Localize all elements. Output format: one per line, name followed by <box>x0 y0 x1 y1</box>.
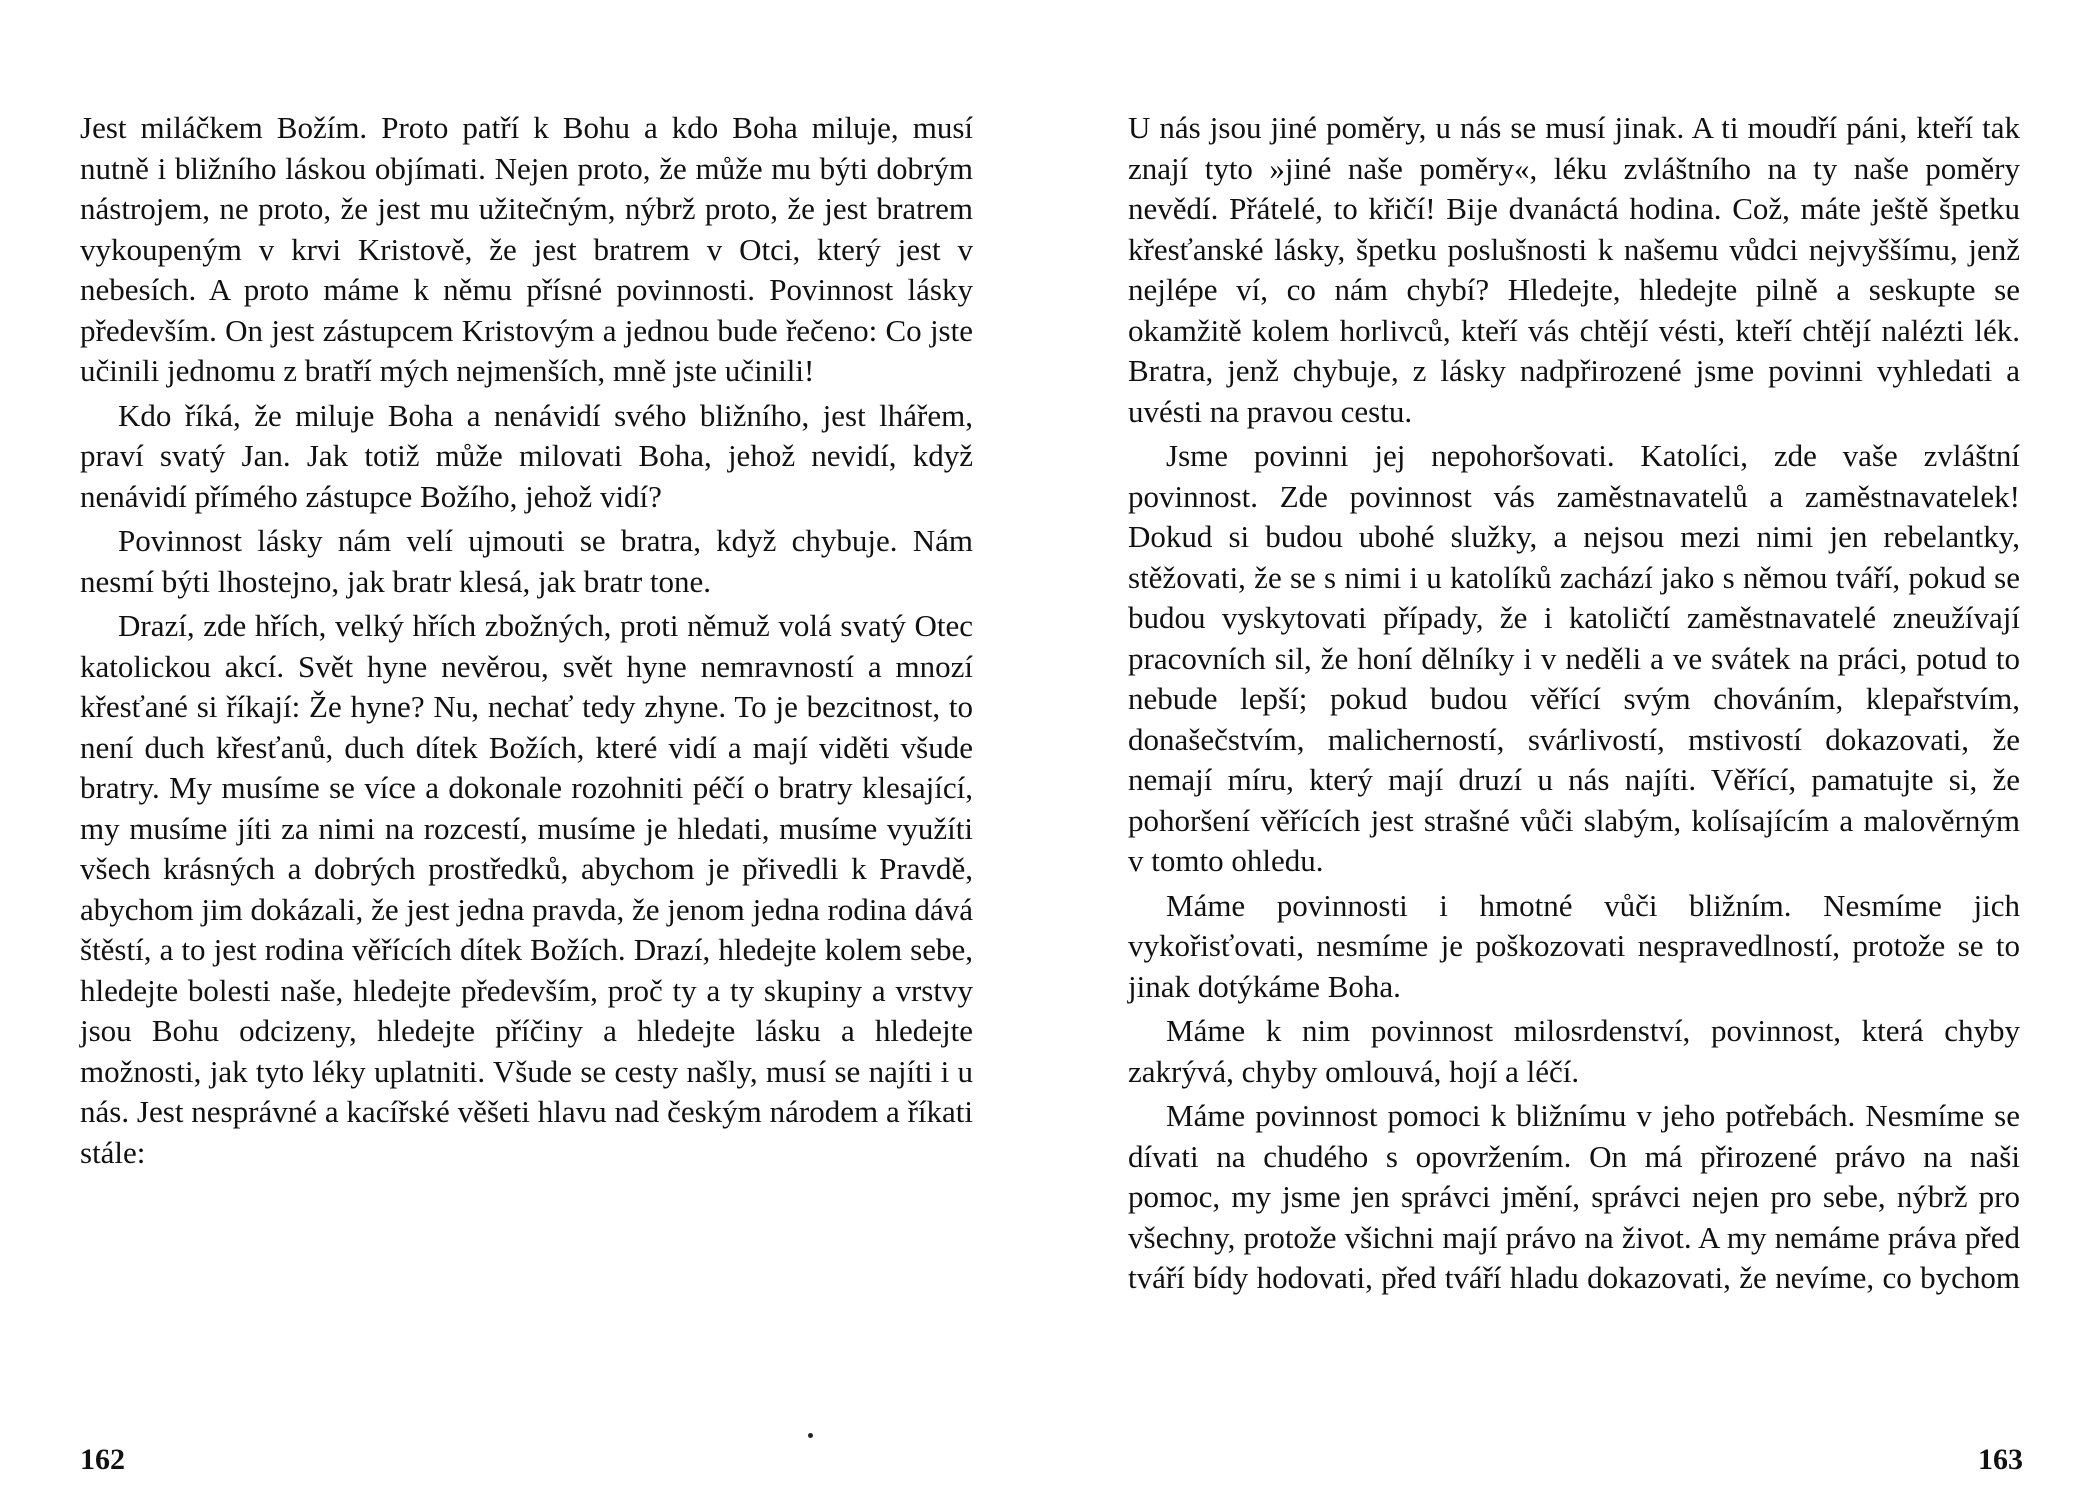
right-paragraph-1: U nás jsou jiné poměry, u nás se musí jinak. A ti moudří páni, kteří tak znají tyto »jiné naše poměry«, léku zvláštního na ty naše poměry nevědí. Přátelé, to křičí! Bije dvanáctá hodina. Což, máte ještě špetku křesťanské lásky, špetku poslušnosti k našemu vůdci nejvyššímu, jenž nejlépe ví, co nám chybí? Hledejte, hledejte pilně a seskupte se okamžitě kolem horlivců, kteří vás chtějí vésti, kteří chtějí nalézti lék. Bratra, jenž chybuje, z lásky nadpřirozené jsme povinni vyhledati a uvésti na pravou cestu. <box>1128 110 2020 429</box>
left-paragraph-4: Drazí, zde hřích, velký hřích zbožných, proti němuž volá svatý Otec katolickou akcí. Svět hyne nevěrou, svět hyne nemravností a mnozí křesťané si říkají: Že hyne? Nu, nechať tedy zhyne. To je bezcitnost, to není duch křesťanů, duch dítek Božích, které vidí a mají viděti všude bratry. My musíme se více a dokonale rozohniti péčí o bratry klesající, my musíme jíti za nimi na rozcestí, musíme je hledati, musíme využíti všech krásných a dobrých prostředků, abychom je přivedli k Pravdě, abychom jim dokázali, že jest jedna pravda, že jenom jedna rodina dává štěstí, a to jest rodina věřících dítek Božích. Drazí, hledejte kolem sebe, hledejte bolesti naše, hledejte především, proč ty a ty skupiny a vrstvy jsou Bohu odcizeny, hledejte příčiny a hledejte lásku a hledejte možnosti, jak tyto léky uplatniti. Všude se cesty našly, musí se najíti i u nás. Jest nesprávné a kacířské věšeti hlavu nad českým národem a říkati stále: <box>80 608 973 1170</box>
right-page <box>1128 108 2020 1303</box>
right-paragraph-4: Máme k nim povinnost milosrdenství, povinnost, která chyby zakrývá, chyby omlouvá, hojí a léčí. <box>1128 1013 2020 1089</box>
left-page <box>80 108 973 1177</box>
right-paragraph-3: Máme povinnosti i hmotné vůči bližním. Nesmíme jich vykořisťovati, nesmíme je poškozovati nespravedlností, protože se to jinak dotýkáme Boha. <box>1128 887 2020 1004</box>
left-paragraph-2: Kdo říká, že miluje Boha a nenávidí svého bližního, jest lhářem, praví svatý Jan. Jak totiž může milovati Boha, jehož nevidí, když nenávidí přímého zástupce Božího, jehož vidí? <box>80 397 973 514</box>
right-paragraph-5: Máme povinnost pomoci k bližnímu v jeho potřebách. Nesmíme se dívati na chudého s opovržením. On má přirozené právo na naši pomoc, my jsme jen správci jmění, správci nejen pro sebe, nýbrž pro všechny, protože všichni mají právo na život. A my nemáme práva před tváří bídy hodovati, před tváří hladu dokazovati, že nevíme, co bychom <box>1128 1098 2020 1295</box>
left-paragraph-3: Povinnost lásky nám velí ujmouti se bratra, když chybuje. Nám nesmí býti lhostejno, jak bratr klesá, jak bratr tone. <box>80 523 973 599</box>
page-number-left: 162 <box>80 1443 125 1476</box>
left-paragraph-1: Jest miláčkem Božím. Proto patří k Bohu a kdo Boha miluje, musí nutně i bližního láskou objímati. Nejen proto, že může mu býti dobrým nástrojem, ne proto, že jest mu užitečným, nýbrž proto, že jest bratrem vykoupeným v krvi Kristově, že jest bratrem v Otci, který jest v nebesích. A proto máme k němu přísné povinnosti. Povinnost lásky především. On jest zástupcem Kristovým a jednou bude řečeno: Co jste učinili jednomu z bratří mých nejmenších, mně jste učinili! <box>80 110 973 388</box>
page-number-right: 163 <box>1978 1443 2023 1476</box>
gutter-mark <box>808 1433 813 1438</box>
right-paragraph-2: Jsme povinni jej nepohoršovati. Katolíci, zde vaše zvláštní povinnost. Zde povinnost vás zaměstnavatelů a zaměstnavatelek! Dokud si budou ubohé služky, a nejsou mezi nimi jen rebelantky, stěžovati, že se s nimi i u katolíků zachází jako s němou tváří, pokud se budou vyskytovati případy, že i katoličtí zaměstnavatelé zneužívají pracovních sil, že honí dělníky i v neděli a ve svátek na práci, potud to nebude lepší; pokud budou věřící svým chováním, klepařstvím, donašečstvím, malicherností, svárlivostí, mstivostí dokazovati, že nemají míru, který mají druzí u nás najíti. Věřící, pamatujte si, že pohoršení věřících jest strašné vůči slabým, kolísajícím a malověrným v tomto ohledu. <box>1128 438 2020 878</box>
